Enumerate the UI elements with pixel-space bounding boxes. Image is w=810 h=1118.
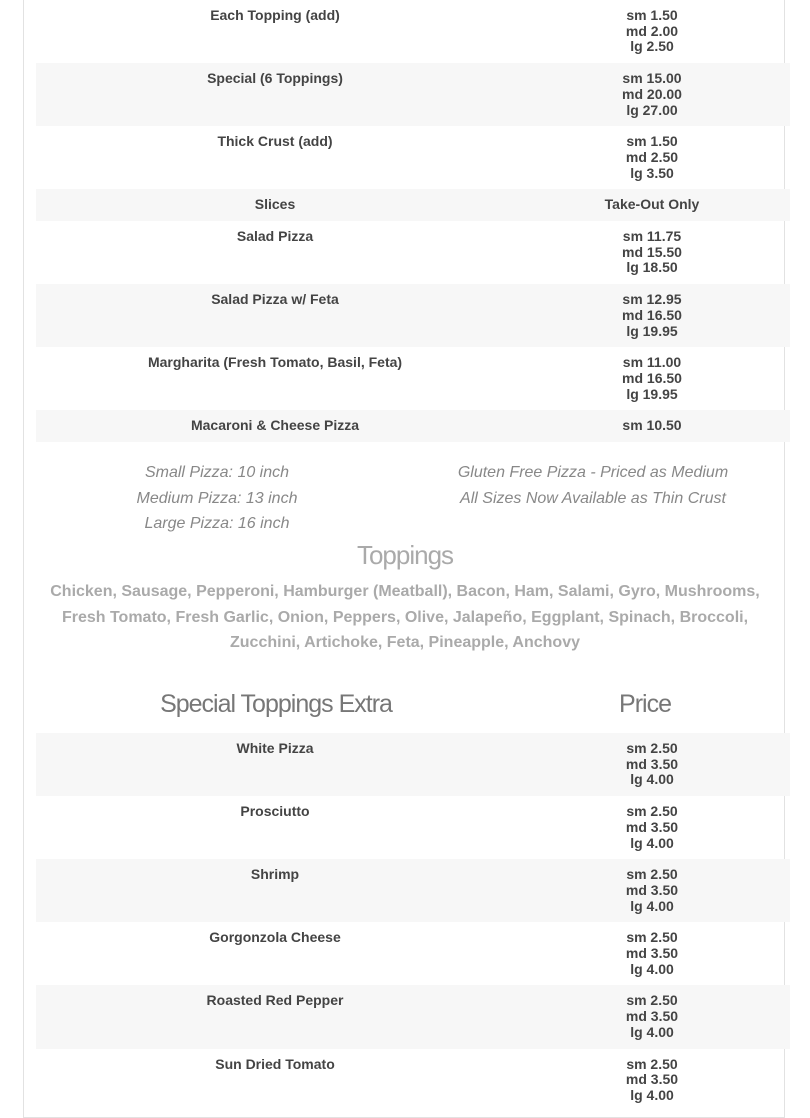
table-row [36,410,790,442]
item-name: Each Topping (add) [210,7,340,23]
table-row [36,922,790,985]
price-header: Price [619,690,671,718]
item-price [514,189,790,221]
price-line: sm 2.50 [626,740,678,756]
price-line: sm 2.50 [626,1055,678,1072]
price-line: md 20.00 [622,85,682,102]
price-line: lg 4.00 [630,960,674,977]
item-price [514,126,790,189]
price-line: lg 2.50 [630,38,674,55]
price-line: sm 1.50 [626,7,678,23]
size-small: Small Pizza: 10 inch [144,464,290,481]
price-line: lg 4.00 [630,1023,674,1040]
price-line: md 3.50 [625,818,679,835]
item-name: Gorgonzola Cheese [209,929,341,946]
special-toppings-header: Special Toppings Extra [160,690,392,718]
price-line: md 3.50 [625,755,679,772]
table-row [36,1049,790,1112]
gluten-free-note: Gluten Free Pizza - Priced as Medium [457,464,729,481]
price-line: md 15.50 [622,243,682,260]
pizza-price-table [36,0,790,442]
size-list [36,460,398,537]
item-name: Shrimp [36,859,514,922]
item-price [514,796,790,859]
item-price [514,922,790,985]
table-row [36,189,790,221]
price-line: lg 3.50 [630,164,674,181]
price-line: sm 12.95 [622,291,682,308]
price-line: sm 2.50 [626,929,678,946]
item-price [514,410,790,442]
price-line: sm 15.00 [622,70,682,87]
price-line: sm 2.50 [626,866,678,883]
table-row [36,985,790,1048]
item-price [514,347,790,410]
price-line: lg 18.50 [626,259,678,276]
item-name: Special (6 Toppings) [36,63,514,126]
crust-notes [398,460,788,511]
table-row [36,347,790,410]
price-line: sm 11.00 [622,354,682,371]
item-name: Margharita (Fresh Tomato, Basil, Feta) [147,354,403,371]
price-line: md 2.50 [625,148,679,165]
price-line: md 3.50 [625,945,679,962]
item-price [514,985,790,1048]
price-line: md 16.50 [622,369,682,386]
price-line: lg 27.00 [626,101,678,118]
item-name: Sun Dried Tomato [215,1055,335,1072]
price-line: lg 4.00 [630,771,674,788]
table-row [36,796,790,859]
price-line: md 2.00 [625,22,679,39]
item-name: Slices [36,189,514,221]
item-name: Prosciutto [240,803,310,820]
price-line: lg 19.95 [626,385,678,402]
table-row [36,733,790,796]
price-line: sm 2.50 [626,803,678,820]
toppings-title: Toppings [356,540,454,570]
table-row [36,126,790,189]
price-line: md 3.50 [625,1071,679,1088]
size-large: Large Pizza: 16 inch [144,515,290,532]
item-price [514,1049,790,1112]
table-row [36,221,790,284]
thin-crust-note: All Sizes Now Available as Thin Crust [460,489,726,507]
table-row [36,63,790,126]
price-line: lg 4.00 [630,1086,674,1103]
item-name: Salad Pizza [236,228,314,245]
item-name: Thick Crust (add) [217,133,333,150]
item-price [514,284,790,347]
item-name: Macaroni & Cheese Pizza [36,410,514,442]
price-line: sm 2.50 [626,992,678,1009]
table-row [36,284,790,347]
item-name: White Pizza [36,733,514,796]
price-line: sm 11.75 [622,228,682,245]
price-line: md 3.50 [625,881,679,898]
price-line: Take-Out Only [604,196,700,213]
item-price [514,63,790,126]
price-line: lg 4.00 [630,897,674,914]
price-line: sm 10.50 [622,417,682,434]
price-line: md 3.50 [625,1008,679,1025]
toppings-list: Chicken, Sausage, Pepperoni, Hamburger (Meatball), Bacon, Ham, Salami, Gyro, Mushrooms, Fresh Tomato, Fresh Garlic, Onion, Peppers, Olive, Jalapeño, Eggplant, Spinach, Broccoli, Zucchini, Artichoke, Feta, Pineapple, Anchovy [50,583,760,651]
item-price [514,221,790,284]
table-row [36,859,790,922]
item-price [514,0,790,63]
price-line: sm 1.50 [626,133,678,150]
price-line: lg 4.00 [630,834,674,851]
price-line: lg 19.95 [626,322,678,339]
price-line: md 16.50 [622,306,682,323]
table-row [36,0,790,63]
size-medium: Medium Pizza: 13 inch [136,489,298,507]
special-toppings-table [36,733,790,1112]
item-price [514,733,790,796]
item-name: Salad Pizza w/ Feta [36,284,514,347]
item-name: Roasted Red Pepper [36,985,514,1048]
item-price [514,859,790,922]
